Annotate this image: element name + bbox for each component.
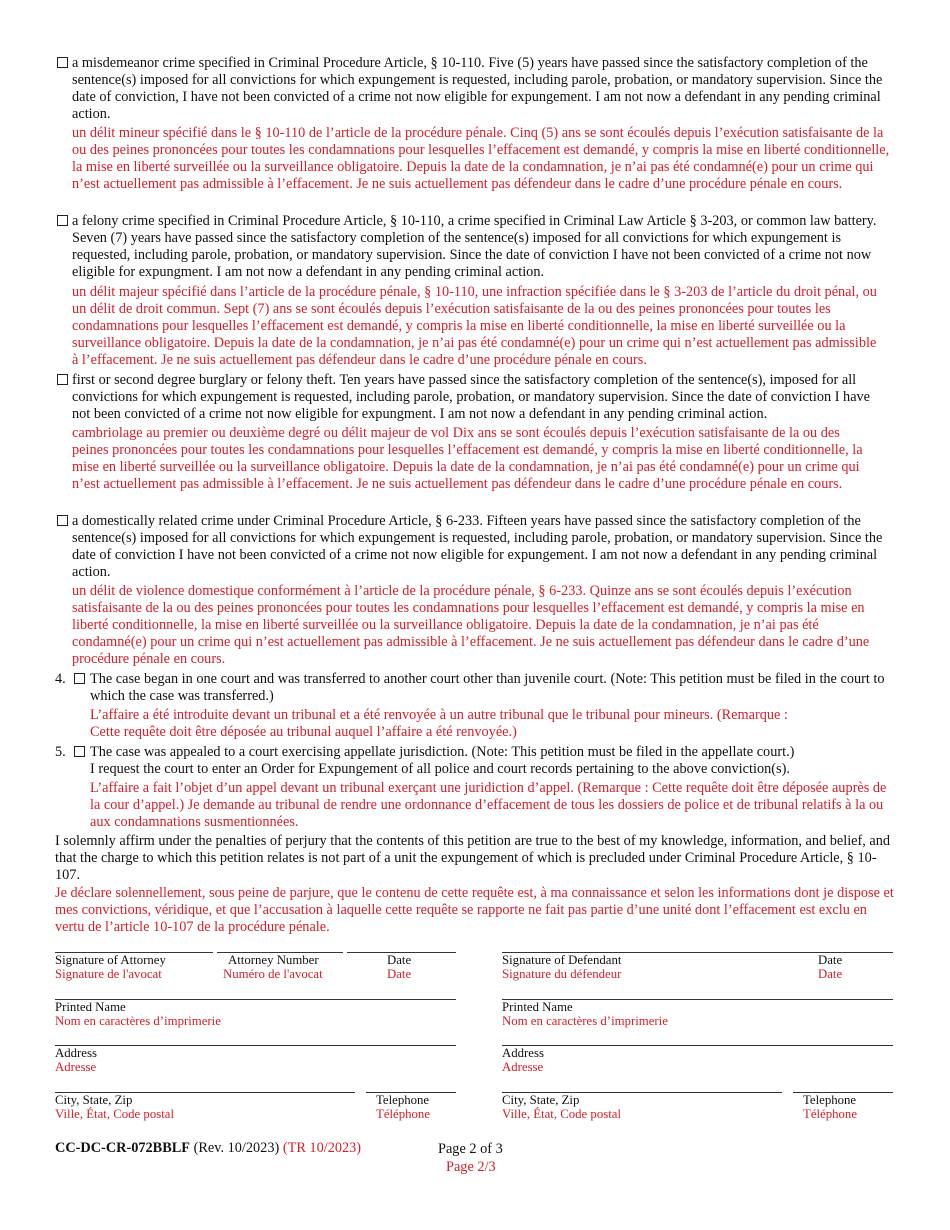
city-right-label: City, State, Zip — [502, 1093, 580, 1107]
printed-name-right-label: Printed Name — [502, 1000, 573, 1014]
address-left-line[interactable] — [55, 1045, 456, 1046]
page-number: Page 2 of 3 — [438, 1141, 503, 1157]
address-right-label-fr: Adresse — [502, 1060, 544, 1074]
signature-defendant-label-fr: Signature du défendeur — [502, 967, 622, 981]
burglary-text-en: first or second degree burglary or felony theft. Ten years have passed since the satisfactory completion of the sentence(s), imposed for all convictions for which expungement is requested, including parole, probation, or mandatory supervision. Since the date of conviction I have not been convicted of a crime not now eligible for expungment. I am not now a defendant in any pending criminal action. — [72, 372, 871, 423]
misdemeanor-text-fr: un délit mineur spécifié dans le § 10-110 de l’article de la procédure pénale. Cinq (5) ans se sont écoulés depuis l’exécution satisfaisante de la ou des peines prononcées pour toutes les condamnations pour lesquelles l’effacement est demandé, y compris la mise en liberté conditionnelle, la mise en liberté surveillée ou la surveillance obligatoire. Depuis la date de la condamnation, je n’ai pas été condamné(e) pour un crime qui n’est actuellement pas admissible à l’effacement. Je ne suis actuellement pas défendeur dans le cadre d’une procédure pénale en cours. — [72, 125, 890, 193]
transferred-text-en: The case began in one court and was transferred to another court other than juvenile court. (Note: This petition must be filed in the court to which the case was transferred.) — [90, 671, 885, 705]
domestic-text-en: a domestically related crime under Criminal Procedure Article, § 6-233. Fifteen years have passed since the satisfactory completion of the sentence(s) imposed for all convictions for which expungement is requested, including parole, probation, or mandatory supervision. Since the date of conviction I have not been convicted of a crime not now eligible for expungement. I am not now a defendant in any pending criminal action. — [72, 513, 883, 581]
appealed-text-en: The case was appealed to a court exercising appellate jurisdiction. (Note: This petition must be filed in the appellate court.) — [90, 744, 795, 760]
affirmation-text-fr: Je déclare solennellement, sous peine de parjure, que le contenu de cette requête est, à ma connaissance et selon les informations dont je dispose et mes convictions, véridique, et que l’accusation à laquelle cette requête se rapporte ne fait pas partie d’une unité dont l’effacement est exclu en vertu de l’article 10-107 de la procédure pénale. — [55, 885, 894, 936]
address-right-line[interactable] — [502, 1045, 893, 1046]
telephone-right-label: Telephone — [803, 1093, 857, 1107]
printed-name-left-label-fr: Nom en caractères d’imprimerie — [55, 1014, 221, 1028]
telephone-left-label: Telephone — [376, 1093, 430, 1107]
item-4-number: 4. — [55, 671, 66, 687]
defendant-date-label: Date — [818, 953, 843, 967]
checkbox-burglary[interactable] — [57, 374, 68, 385]
transferred-text-fr: L’affaire a été introduite devant un tribunal et a été renvoyée à un autre tribunal que le tribunal pour mineurs. (Remarque : Cette requête doit être déposée au tribunal auquel l’affaire a été renvoyée.) — [90, 707, 788, 741]
form-id: CC-DC-CR-072BBLF — [55, 1140, 191, 1156]
attorney-number-label: Attorney Number — [228, 953, 319, 967]
attorney-date-label-fr: Date — [387, 967, 412, 981]
page-number-fr: Page 2/3 — [446, 1159, 496, 1175]
city-right-label-fr: Ville, État, Code postal — [502, 1107, 622, 1121]
item-5-number: 5. — [55, 744, 66, 760]
checkbox-misdemeanor[interactable] — [57, 57, 68, 68]
address-left-label: Address — [55, 1046, 97, 1060]
checkbox-domestic[interactable] — [57, 515, 68, 526]
telephone-left-label-fr: Téléphone — [376, 1107, 431, 1121]
burglary-text-fr: cambriolage au premier ou deuxième degré ou délit majeur de vol Dix ans se sont écoulés depuis l’exécution satisfaisante de la ou des peines prononcées pour toutes les condamnations pour lesquelles l’effacement est demandé, y compris la mise en liberté conditionnelle, la mise en liberté surveillée ou la surveillance obligatoire. Depuis la date de la condamnation, je n’ai pas été condamné(e) pour un crime qui n’est actuellement pas admissible à l’effacement. Je ne suis actuellement pas défendeur dans le cadre d’une procédure pénale en cours. — [72, 425, 863, 493]
form-footer-id — [55, 1140, 361, 1157]
misdemeanor-text-en: a misdemeanor crime specified in Criminal Procedure Article, § 10-110. Five (5) years have passed since the satisfactory completion of the sentence(s) imposed for all convictions for which expungement is requested, including parole, probation, or mandatory supervision. Since the date of conviction, I have not been convicted of a crime not now eligible for expungement. I am not now a defendant in any pending criminal action. — [72, 55, 883, 123]
checkbox-felony[interactable] — [57, 215, 68, 226]
request-order-text-en: I request the court to enter an Order for Expungement of all police and court records pertaining to the above conviction(s). — [90, 761, 790, 777]
city-left-label: City, State, Zip — [55, 1093, 133, 1107]
address-left-label-fr: Adresse — [55, 1060, 97, 1074]
felony-text-fr: un délit majeur spécifié dans l’article de la procédure pénale, § 10-110, une infraction spécifiée dans le § 3-203 de l’article du droit pénal, ou un délit de droit commun. Sept (7) ans se sont écoulés depuis l’exécution satisfaisante de la ou des peines prononcées pour toutes les condamnations pour lesquelles l’effacement est demandé, y compris la mise en liberté conditionnelle, la mise en liberté surveillée ou la surveillance obligatoire. Depuis la date de la condamnation, je n’ai pas été condamné(e) pour un crime qui n’est actuellement pas admissible à l’effacement. Je ne suis actuellement pas défendeur dans le cadre d’une procédure pénale en cours. — [72, 284, 877, 369]
checkbox-appealed[interactable] — [74, 746, 85, 757]
printed-name-left-label: Printed Name — [55, 1000, 126, 1014]
domestic-text-fr: un délit de violence domestique conformément à l’article de la procédure pénale, § 6-233. Quinze ans se sont écoulés depuis l’exécution satisfaisante de la ou des peines prononcées pour toutes les condamnations pour lesquelles l’effacement est demandé, y compris la mise en liberté conditionnelle, la mise en liberté surveillée ou la surveillance obligatoire. Depuis la date de la condamnation, je n’ai pas été condamné(e) pour un crime qui n’est actuellement pas admissible à l’effacement. Je ne suis actuellement pas défendeur dans le cadre d’une procédure pénale en cours. — [72, 583, 870, 668]
printed-name-right-label-fr: Nom en caractères d’imprimerie — [502, 1014, 668, 1028]
affirmation-text-en: I solemnly affirm under the penalties of perjury that the contents of this petition are true to the best of my knowledge, information, and belief, and that the charge to which this petition relates is not part of a unit the expungement of which is precluded under Criminal Procedure Article, § 10-107. — [55, 833, 891, 884]
form-revision: (Rev. 10/2023) — [193, 1140, 280, 1156]
signature-defendant-label: Signature of Defendant — [502, 953, 622, 967]
address-right-label: Address — [502, 1046, 544, 1060]
signature-attorney-label: Signature of Attorney — [55, 953, 166, 967]
attorney-date-label: Date — [387, 953, 412, 967]
appealed-text-fr: L’affaire a fait l’objet d’un appel devant un tribunal exerçant une juridiction d’appel. (Remarque : Cette requête doit être déposée auprès de la cour d’appel.) Je demande au tribunal de rendre une ordonnance d’effacement de tous les dossiers de police et de tribunal relatifs à la ou aux condamnations susmentionnées. — [90, 780, 887, 831]
defendant-date-label-fr: Date — [818, 967, 843, 981]
form-translation-revision: (TR 10/2023) — [282, 1140, 362, 1156]
felony-text-en: a felony crime specified in Criminal Procedure Article, § 10-110, a crime specified in Criminal Law Article § 3-203, or common law battery. Seven (7) years have passed since the satisfactory completion of the sentence(s) imposed for all convictions for which expungement is requested, including parole, probation, or mandatory supervision. Since the date of conviction I have not been convicted of a crime not now eligible for expungment. I am not now a defendant in any pending criminal action. — [72, 213, 877, 281]
attorney-number-label-fr: Numéro de l'avocat — [223, 967, 323, 981]
city-left-label-fr: Ville, État, Code postal — [55, 1107, 175, 1121]
signature-attorney-label-fr: Signature de l'avocat — [55, 967, 162, 981]
telephone-right-label-fr: Téléphone — [803, 1107, 858, 1121]
checkbox-transferred[interactable] — [74, 673, 85, 684]
